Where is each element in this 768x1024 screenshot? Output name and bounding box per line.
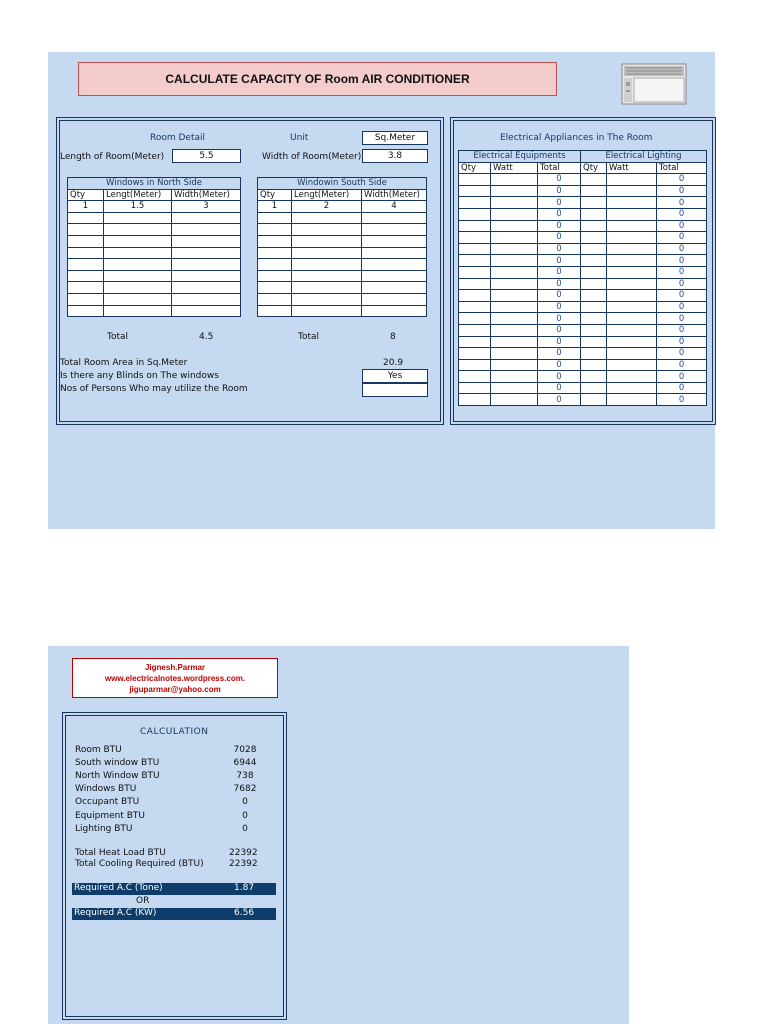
table-cell <box>581 394 607 406</box>
table-row <box>459 232 707 244</box>
table-cell[interactable] <box>491 324 538 336</box>
table-cell: 0 <box>538 313 581 325</box>
author-email[interactable]: jiguparmar@yahoo.com <box>129 685 221 694</box>
calc-row-label: South window BTU <box>75 758 160 769</box>
table-cell[interactable] <box>491 382 538 394</box>
table-cell[interactable] <box>459 348 491 360</box>
table-cell[interactable] <box>362 224 427 236</box>
table-row <box>68 293 241 305</box>
table-cell[interactable] <box>172 259 241 271</box>
table-row <box>459 266 707 278</box>
table-cell[interactable] <box>459 232 491 244</box>
heat-load-value: 22392 <box>229 848 258 858</box>
table-row <box>68 259 241 271</box>
table-row <box>258 293 427 305</box>
table-row <box>258 270 427 282</box>
column-header: Watt <box>607 162 657 174</box>
calc-row-value: 6944 <box>233 758 257 769</box>
table-cell[interactable] <box>292 224 362 236</box>
north-windows-title: Windows in North Side <box>68 178 241 190</box>
north-windows-table <box>67 177 241 317</box>
table-row <box>258 259 427 271</box>
table-row <box>459 220 707 232</box>
table-cell[interactable] <box>68 247 104 259</box>
length-label: Length of Room(Meter) <box>60 152 165 162</box>
calc-row-label: Lighting BTU <box>75 823 133 834</box>
table-cell[interactable] <box>292 235 362 247</box>
table-row <box>459 278 707 290</box>
width-label: Width of Room(Meter) <box>262 152 362 162</box>
table-cell[interactable] <box>581 220 607 232</box>
table-cell[interactable] <box>607 232 657 244</box>
table-row <box>459 290 707 302</box>
calc-row-value: 0 <box>242 810 248 821</box>
table-row <box>459 174 707 186</box>
table-cell[interactable] <box>491 371 538 383</box>
table-cell[interactable] <box>459 359 491 371</box>
table-cell: 0 <box>538 394 581 406</box>
required-kw-row <box>72 908 276 920</box>
or-label: OR <box>136 896 150 906</box>
column-header: Lengt(Meter) <box>292 189 362 201</box>
column-header: Watt <box>491 162 538 174</box>
cooling-value: 22392 <box>229 859 258 869</box>
table-cell[interactable] <box>362 270 427 282</box>
table-cell[interactable] <box>292 259 362 271</box>
table-cell[interactable]: 4 <box>362 201 427 213</box>
air-conditioner-icon <box>620 60 690 106</box>
table-cell[interactable] <box>607 266 657 278</box>
table-cell[interactable] <box>459 255 491 267</box>
table-cell[interactable] <box>459 208 491 220</box>
table-cell[interactable] <box>258 224 292 236</box>
room-area-value: 20.9 <box>383 358 404 368</box>
table-row <box>459 301 707 313</box>
table-cell[interactable] <box>607 382 657 394</box>
table-cell[interactable] <box>581 266 607 278</box>
table-cell: 0 <box>657 232 707 244</box>
table-row <box>459 359 707 371</box>
room-detail-label: Room Detail <box>150 133 206 143</box>
table-cell[interactable] <box>459 382 491 394</box>
column-header: Qty <box>68 189 104 201</box>
table-cell[interactable] <box>581 278 607 290</box>
column-header: Qty <box>258 189 292 201</box>
south-total-value: 8 <box>390 332 396 342</box>
calc-row-value: 738 <box>236 771 254 782</box>
calc-row-value: 0 <box>242 823 248 834</box>
south-windows-title: Windowin South Side <box>258 178 427 190</box>
lighting-title: Electrical Lighting <box>581 151 707 163</box>
table-cell[interactable]: 1.5 <box>104 201 172 213</box>
table-cell: 0 <box>538 301 581 313</box>
table-cell[interactable] <box>68 235 104 247</box>
heat-load-label: Total Heat Load BTU <box>75 848 166 858</box>
table-cell[interactable] <box>491 232 538 244</box>
table-cell[interactable] <box>491 174 538 186</box>
table-cell: 0 <box>538 278 581 290</box>
table-row <box>459 185 707 197</box>
table-cell[interactable] <box>68 293 104 305</box>
calc-row-label: Room BTU <box>75 745 122 755</box>
table-row <box>459 336 707 348</box>
table-cell: 0 <box>538 232 581 244</box>
table-cell: 0 <box>538 336 581 348</box>
table-cell[interactable] <box>459 313 491 325</box>
table-cell: 0 <box>657 243 707 255</box>
table-cell: 0 <box>657 266 707 278</box>
table-cell[interactable] <box>258 247 292 259</box>
table-cell[interactable] <box>459 197 491 209</box>
table-cell[interactable] <box>581 371 607 383</box>
table-cell[interactable] <box>607 278 657 290</box>
table-cell[interactable] <box>491 208 538 220</box>
calc-row-value: 7028 <box>233 745 257 755</box>
table-row <box>459 208 707 220</box>
table-cell[interactable] <box>172 212 241 224</box>
table-cell[interactable] <box>491 290 538 302</box>
table-cell: 0 <box>657 301 707 313</box>
table-row <box>258 282 427 294</box>
table-cell[interactable] <box>607 324 657 336</box>
table-cell[interactable] <box>258 293 292 305</box>
table-cell[interactable] <box>607 359 657 371</box>
room-area-label: Total Room Area in Sq.Meter <box>60 358 188 368</box>
table-cell: 0 <box>538 266 581 278</box>
table-cell[interactable] <box>362 212 427 224</box>
table-cell[interactable] <box>292 270 362 282</box>
table-cell[interactable] <box>172 293 241 305</box>
table-cell <box>491 394 538 406</box>
table-cell[interactable] <box>491 336 538 348</box>
table-cell: 0 <box>657 359 707 371</box>
table-cell[interactable] <box>362 305 427 317</box>
appliances-title: Electrical Appliances in The Room <box>500 133 653 143</box>
unit-field[interactable]: Sq.Meter <box>362 131 428 145</box>
table-cell[interactable] <box>258 259 292 271</box>
table-cell: 0 <box>538 255 581 267</box>
table-cell: 0 <box>538 197 581 209</box>
table-cell[interactable] <box>607 208 657 220</box>
table-cell[interactable] <box>491 185 538 197</box>
table-cell[interactable] <box>607 313 657 325</box>
table-row <box>258 224 427 236</box>
table-cell[interactable] <box>258 235 292 247</box>
table-cell[interactable] <box>459 371 491 383</box>
table-cell[interactable] <box>581 232 607 244</box>
table-cell: 0 <box>657 174 707 186</box>
table-cell[interactable] <box>607 174 657 186</box>
table-cell[interactable] <box>581 336 607 348</box>
calc-row-label: Occupant BTU <box>75 797 140 808</box>
table-cell[interactable] <box>172 270 241 282</box>
table-cell: 0 <box>657 348 707 360</box>
column-header: Qty <box>459 162 491 174</box>
table-cell[interactable] <box>104 282 172 294</box>
table-cell[interactable] <box>258 305 292 317</box>
blinds-label: Is there any Blinds on The windows <box>60 371 219 381</box>
south-total-label: Total <box>298 332 320 342</box>
column-header: Qty <box>581 162 607 174</box>
table-row <box>68 270 241 282</box>
calc-row-value: 0 <box>242 797 248 808</box>
table-cell[interactable] <box>292 212 362 224</box>
table-cell: 0 <box>538 324 581 336</box>
table-cell[interactable] <box>581 255 607 267</box>
calc-row-value: 7682 <box>233 784 257 795</box>
table-cell <box>607 394 657 406</box>
table-cell: 0 <box>538 371 581 383</box>
persons-field[interactable] <box>362 383 428 397</box>
table-row <box>68 235 241 247</box>
table-cell[interactable] <box>68 224 104 236</box>
table-cell[interactable] <box>459 174 491 186</box>
north-total-value: 4.5 <box>199 332 214 342</box>
table-cell[interactable] <box>459 266 491 278</box>
table-cell <box>459 394 491 406</box>
table-cell[interactable] <box>104 293 172 305</box>
table-cell[interactable] <box>491 359 538 371</box>
column-header: Lengt(Meter) <box>104 189 172 201</box>
table-cell[interactable] <box>258 212 292 224</box>
table-cell: 0 <box>657 324 707 336</box>
table-cell[interactable] <box>491 278 538 290</box>
table-cell[interactable] <box>172 224 241 236</box>
table-cell[interactable] <box>362 247 427 259</box>
table-cell[interactable] <box>292 305 362 317</box>
author-credit <box>72 658 278 698</box>
appliances-table <box>458 150 707 406</box>
table-cell[interactable] <box>459 220 491 232</box>
table-cell[interactable] <box>607 336 657 348</box>
table-cell[interactable] <box>104 212 172 224</box>
table-cell[interactable] <box>607 371 657 383</box>
table-cell[interactable] <box>459 324 491 336</box>
table-cell[interactable] <box>362 293 427 305</box>
column-header: Total <box>538 162 581 174</box>
table-cell: 0 <box>657 394 707 406</box>
table-cell[interactable] <box>292 293 362 305</box>
table-row <box>68 305 241 317</box>
table-cell: 0 <box>657 255 707 267</box>
table-row <box>68 212 241 224</box>
table-cell[interactable] <box>104 305 172 317</box>
table-cell[interactable] <box>68 212 104 224</box>
table-row <box>459 313 707 325</box>
table-cell[interactable] <box>491 301 538 313</box>
table-row <box>68 201 241 213</box>
table-cell: 0 <box>538 220 581 232</box>
table-cell[interactable] <box>459 336 491 348</box>
table-cell[interactable] <box>581 208 607 220</box>
table-cell[interactable] <box>581 174 607 186</box>
table-cell[interactable] <box>491 220 538 232</box>
table-row <box>459 324 707 336</box>
table-cell[interactable] <box>104 224 172 236</box>
table-cell: 0 <box>538 348 581 360</box>
table-cell[interactable] <box>362 282 427 294</box>
table-cell: 0 <box>657 371 707 383</box>
table-cell[interactable] <box>581 348 607 360</box>
table-row <box>459 371 707 383</box>
table-cell[interactable] <box>104 259 172 271</box>
table-cell[interactable] <box>172 247 241 259</box>
north-total-label: Total <box>107 332 129 342</box>
column-header: Width(Meter) <box>172 189 241 201</box>
table-row <box>459 348 707 360</box>
table-cell: 0 <box>538 185 581 197</box>
table-cell[interactable] <box>491 243 538 255</box>
unit-label: Unit <box>290 133 309 143</box>
table-row <box>459 255 707 267</box>
table-cell[interactable] <box>172 305 241 317</box>
table-cell[interactable] <box>172 282 241 294</box>
table-cell[interactable] <box>459 278 491 290</box>
table-cell[interactable] <box>607 255 657 267</box>
table-cell[interactable] <box>362 235 427 247</box>
table-cell[interactable] <box>491 255 538 267</box>
table-row <box>459 382 707 394</box>
table-cell: 0 <box>657 208 707 220</box>
table-cell[interactable] <box>581 290 607 302</box>
required-tone-label: Required A.C (Tone) <box>74 883 163 893</box>
table-cell[interactable] <box>104 270 172 282</box>
required-kw-value: 6.56 <box>234 908 255 918</box>
table-cell[interactable]: 1 <box>258 201 292 213</box>
table-cell[interactable] <box>68 259 104 271</box>
table-cell[interactable] <box>581 243 607 255</box>
table-row <box>258 305 427 317</box>
table-cell: 0 <box>538 290 581 302</box>
table-row <box>258 235 427 247</box>
table-row <box>68 224 241 236</box>
table-cell[interactable] <box>459 301 491 313</box>
table-cell[interactable] <box>581 324 607 336</box>
table-cell[interactable] <box>607 290 657 302</box>
author-name: Jignesh.Parmar <box>144 663 206 672</box>
table-cell[interactable] <box>491 313 538 325</box>
table-row <box>258 247 427 259</box>
table-cell[interactable] <box>104 235 172 247</box>
blinds-field[interactable]: Yes <box>362 369 428 383</box>
appliances-footer-row <box>459 394 707 406</box>
table-cell[interactable]: 1 <box>68 201 104 213</box>
table-cell[interactable] <box>607 301 657 313</box>
table-cell[interactable] <box>607 220 657 232</box>
required-kw-label: Required A.C (KW) <box>74 908 157 918</box>
table-cell: 0 <box>657 336 707 348</box>
table-cell: 0 <box>657 197 707 209</box>
table-cell[interactable] <box>581 313 607 325</box>
table-cell[interactable] <box>607 185 657 197</box>
table-cell[interactable] <box>362 259 427 271</box>
author-website[interactable]: www.electricalnotes.wordpress.com. <box>104 674 246 683</box>
table-cell[interactable] <box>172 235 241 247</box>
table-cell[interactable] <box>607 348 657 360</box>
table-cell[interactable] <box>607 197 657 209</box>
table-cell[interactable] <box>581 197 607 209</box>
south-windows-table <box>257 177 427 317</box>
table-cell[interactable] <box>258 270 292 282</box>
table-cell: 0 <box>657 220 707 232</box>
table-cell[interactable] <box>258 282 292 294</box>
table-cell[interactable] <box>607 243 657 255</box>
table-cell[interactable] <box>491 348 538 360</box>
persons-label: Nos of Persons Who may utilize the Room <box>60 384 248 394</box>
table-cell[interactable] <box>491 266 538 278</box>
table-cell[interactable] <box>104 247 172 259</box>
table-cell[interactable] <box>292 247 362 259</box>
table-row <box>68 247 241 259</box>
table-cell[interactable]: 2 <box>292 201 362 213</box>
table-cell: 0 <box>657 313 707 325</box>
table-cell: 0 <box>657 382 707 394</box>
calc-row-label: Equipment BTU <box>75 810 145 821</box>
length-field[interactable]: 5.5 <box>172 149 241 163</box>
table-cell: 0 <box>538 243 581 255</box>
table-row <box>258 212 427 224</box>
table-cell[interactable] <box>292 282 362 294</box>
table-cell: 0 <box>657 278 707 290</box>
calculation-title: CALCULATION <box>140 727 209 737</box>
table-cell[interactable] <box>581 185 607 197</box>
equipment-title: Electrical Equipments <box>459 151 581 163</box>
page-title: CALCULATE CAPACITY OF Room AIR CONDITIONER <box>78 62 557 96</box>
table-cell[interactable] <box>581 301 607 313</box>
column-header: Total <box>657 162 707 174</box>
table-cell[interactable]: 3 <box>172 201 241 213</box>
calc-row-label: Windows BTU <box>75 784 137 795</box>
required-tone-value: 1.87 <box>234 883 255 893</box>
table-cell[interactable] <box>68 270 104 282</box>
table-cell[interactable] <box>459 185 491 197</box>
table-row <box>68 282 241 294</box>
table-cell[interactable] <box>459 243 491 255</box>
table-cell[interactable] <box>581 359 607 371</box>
table-cell[interactable] <box>491 197 538 209</box>
cooling-label: Total Cooling Required (BTU) <box>75 859 204 869</box>
calc-row-label: North Window BTU <box>75 771 160 782</box>
table-cell: 0 <box>657 290 707 302</box>
width-field[interactable]: 3.8 <box>362 149 428 163</box>
table-cell[interactable] <box>68 305 104 317</box>
table-cell[interactable] <box>68 282 104 294</box>
table-row <box>258 201 427 213</box>
column-header: Width(Meter) <box>362 189 427 201</box>
table-row <box>459 197 707 209</box>
table-cell: 0 <box>538 208 581 220</box>
table-cell: 0 <box>538 174 581 186</box>
table-cell: 0 <box>657 185 707 197</box>
table-cell[interactable] <box>581 382 607 394</box>
table-row <box>459 243 707 255</box>
table-cell[interactable] <box>459 290 491 302</box>
required-tone-row <box>72 883 276 895</box>
table-cell: 0 <box>538 359 581 371</box>
table-cell: 0 <box>538 382 581 394</box>
